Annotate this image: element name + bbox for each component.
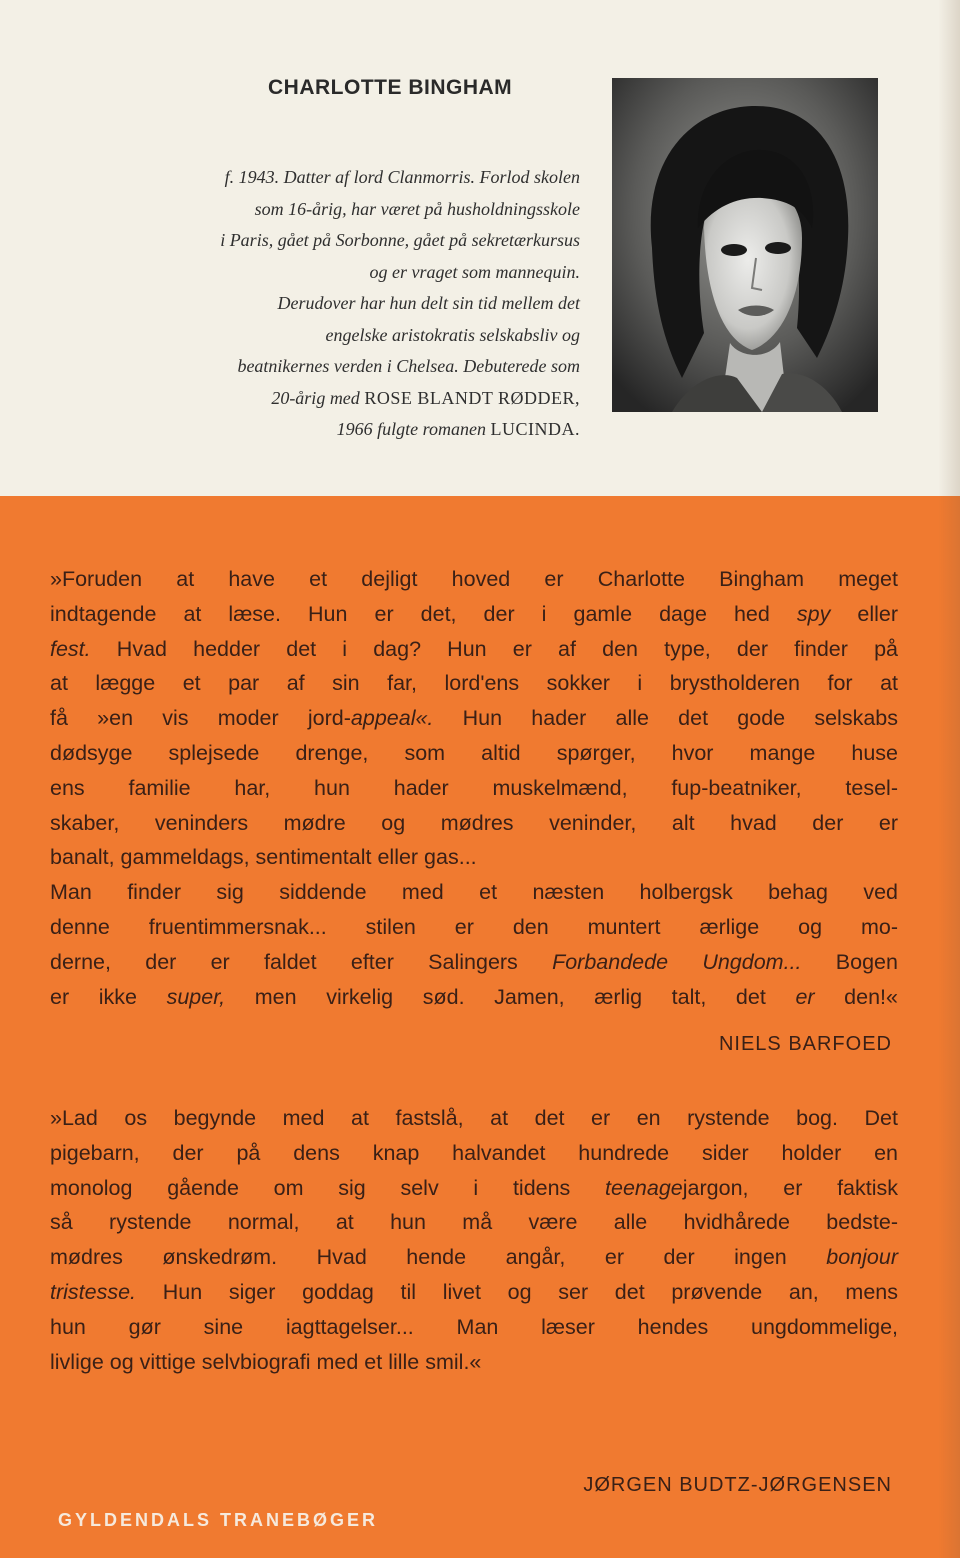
bio-line: beatnikernes verden i Chelsea. Debuterede som <box>237 356 580 376</box>
quote-text: få »en vis moder jord- <box>50 706 351 731</box>
review-quote-1 <box>50 562 898 1014</box>
quote-text: jargon, er faktisk <box>682 1175 899 1200</box>
quote-emphasis: spy <box>796 601 831 626</box>
quote-line <box>50 1275 898 1310</box>
quote-text: indtagende at læse. Hun er det, der i gamle dage hed <box>50 601 797 626</box>
quote-line <box>50 980 898 1015</box>
bio-line <box>110 383 580 415</box>
quote-text: monolog gående om sig selv i tidens <box>50 1175 606 1200</box>
bio-line: f. 1943. Datter af lord Clanmorris. Forlod skolen <box>224 167 580 187</box>
bio-line: og er vraget som mannequin. <box>369 261 580 282</box>
author-bio <box>110 162 580 446</box>
quote-line: at lægge et par af sin far, lord'ens sokker i brystholderen for at <box>50 671 898 696</box>
quote-emphasis: tristesse. <box>50 1279 137 1304</box>
quote-line: hun gør sine iagttagelser... Man læser hendes ungdommelige, <box>50 1314 898 1339</box>
quote-line: så rystende normal, at hun må være alle hvidhårede bedste- <box>50 1210 898 1235</box>
bio-text: 1966 fulgte romanen <box>336 419 491 439</box>
reviewer-signature: JØRGEN BUDTZ-JØRGENSEN <box>583 1474 892 1496</box>
quote-text: mødres ønskedrøm. Hvad hende angår, er der ingen <box>50 1245 827 1270</box>
quote-text: den!« <box>814 984 898 1009</box>
quote-emphasis: fest. <box>50 636 91 661</box>
publisher-imprint: GYLDENDALS TRANEBØGER <box>58 1510 379 1530</box>
quote-text: men virkelig sød. Jamen, ærlig talt, det <box>225 984 796 1009</box>
quote-emphasis: Forbandede Ungdom... <box>552 949 802 974</box>
quote-line: skaber, veninders mødre og mødres veninder, alt hvad der er <box>50 810 898 835</box>
book-title: LUCINDA. <box>490 419 580 439</box>
quote-text: Hun hader alle det gode selskabs <box>433 706 898 731</box>
quote-line: ens familie har, hun hader muskelmænd, fup-beatniker, tesel- <box>50 775 898 800</box>
quote-emphasis: er <box>795 984 815 1009</box>
quote-emphasis: super, <box>166 984 226 1009</box>
quote-emphasis: bonjour <box>826 1245 898 1270</box>
quote-line <box>50 1240 898 1275</box>
quote-text: derne, der er faldet efter Salingers <box>50 949 553 974</box>
quote-line <box>50 701 898 736</box>
book-title: ROSE BLANDT RØDDER, <box>364 387 580 408</box>
quote-line: Man finder sig siddende med et næsten holbergsk behag ved <box>50 880 898 905</box>
bio-line <box>110 414 580 446</box>
review-quote-2 <box>50 1101 898 1379</box>
bio-line: som 16-årig, har været på husholdningsskole <box>254 198 580 219</box>
quote-line: dødsyge splejsede drenge, som altid spørger, hvor mange huse <box>50 740 898 765</box>
quote-emphasis: teenage <box>605 1175 683 1200</box>
quote-text: er ikke <box>50 984 167 1009</box>
portrait-icon <box>612 78 878 412</box>
author-section <box>0 0 960 496</box>
quote-line <box>50 597 898 632</box>
quote-line: pigebarn, der på dens knap halvandet hundrede sider holder en <box>50 1140 898 1165</box>
quote-text: eller <box>830 601 898 626</box>
bio-line: engelske aristokratis selskabsliv og <box>325 324 580 345</box>
quote-line: »Foruden at have et dejligt hoved er Charlotte Bingham meget <box>50 567 898 591</box>
author-portrait-photo <box>612 78 878 412</box>
author-name: CHARLOTTE BINGHAM <box>268 76 513 99</box>
bio-line: Derudover har hun delt sin tid mellem det <box>277 293 580 313</box>
quote-text: Bogen <box>801 949 898 974</box>
quote-line <box>50 1171 898 1206</box>
quote-line: denne fruentimmersnak... stilen er den muntert ærlige og mo- <box>50 914 898 939</box>
bio-line: i Paris, gået på Sorbonne, gået på sekretærkursus <box>220 230 580 250</box>
bio-text: 20-årig med <box>271 387 365 408</box>
reviewer-signature: NIELS BARFOED <box>718 1033 892 1055</box>
quote-line <box>50 632 898 667</box>
quote-line: »Lad os begynde med at fastslå, at det er en rystende bog. Det <box>50 1106 898 1130</box>
quote-line <box>50 945 898 980</box>
spine-shadow <box>938 0 960 1558</box>
quote-line: banalt, gammeldags, sentimentalt eller gas... <box>50 845 477 870</box>
quote-text: Hvad hedder det i dag? Hun er af den type, der finder på <box>90 636 898 661</box>
quote-text: Hun siger goddag til livet og ser det prøvende an, mens <box>136 1279 898 1304</box>
quote-emphasis: appeal«. <box>350 706 434 731</box>
quote-line: livlige og vittige selvbiografi med et lille smil.« <box>50 1349 482 1374</box>
